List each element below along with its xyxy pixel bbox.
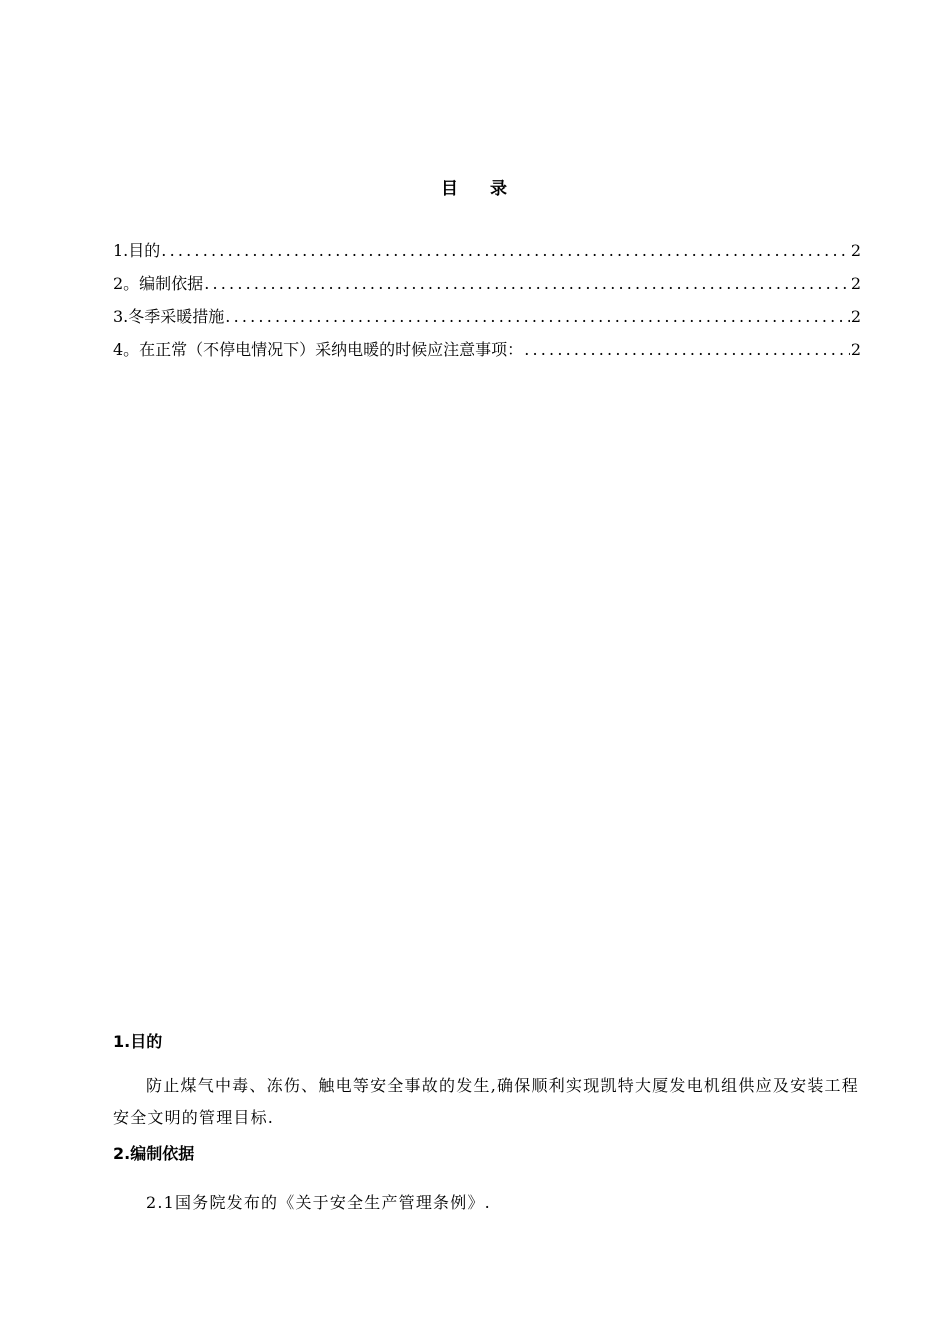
toc-entry-page: 2: [850, 241, 861, 260]
toc-entry-3[interactable]: [113, 306, 861, 339]
toc-entry-2[interactable]: [113, 273, 861, 306]
toc-entry-page: 2: [850, 307, 861, 326]
section-2-item-1: 2.1国务院发布的《关于安全生产管理条例》.: [146, 1193, 491, 1212]
toc-title-right: 录: [490, 179, 509, 199]
table-of-contents: [113, 240, 861, 372]
toc-leader-dots: [204, 273, 850, 295]
toc-leader-dots: [225, 306, 850, 328]
toc-entry-label: 4。在正常（不停电情况下）采纳电暖的时候应注意事项：: [113, 340, 524, 359]
section-2-heading: 2.编制依据: [113, 1144, 195, 1163]
toc-entry-label: 2。编制依据: [113, 274, 204, 293]
toc-entry-1[interactable]: [113, 240, 861, 273]
toc-entry-page: 2: [850, 274, 861, 293]
toc-entry-label: 1.目的: [113, 241, 161, 260]
section-1-heading: 1.目的: [113, 1032, 163, 1051]
toc-title: [0, 174, 950, 199]
toc-title-left: 目: [441, 179, 460, 199]
section-1-paragraph: 防止煤气中毒、冻伤、触电等安全事故的发生,确保顺利实现凯特大厦发电机组供应及安装工程安全文明的管理目标.: [113, 1076, 859, 1127]
toc-entry-label: 3.冬季采暖措施: [113, 307, 225, 326]
toc-entry-4[interactable]: [113, 339, 861, 372]
toc-leader-dots: [161, 240, 850, 262]
toc-entry-page: 2: [850, 340, 861, 359]
toc-leader-dots: [524, 339, 850, 361]
